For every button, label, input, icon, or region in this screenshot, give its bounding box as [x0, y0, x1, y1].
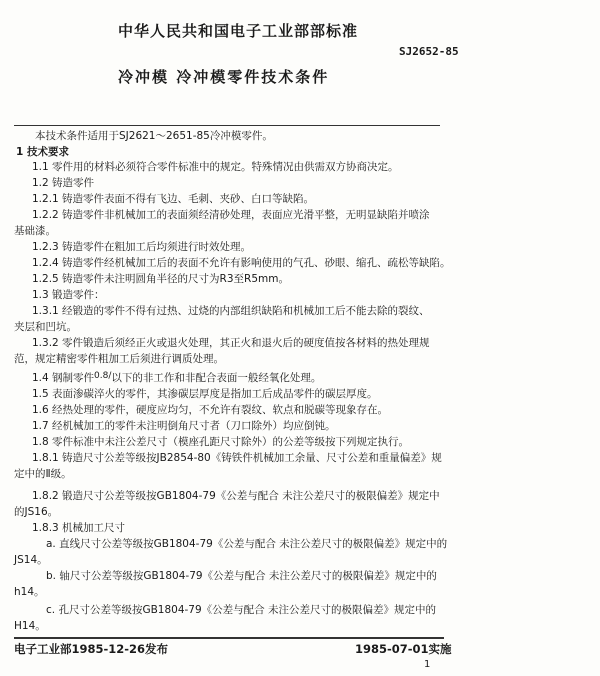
standard-code: SJ2652-85: [399, 45, 459, 58]
org-title: 中华人民共和国电子工业部部标准: [118, 22, 359, 40]
clause-1-3-1: 1.3.1 经锻造的零件不得有过热、过烧的内部组织缺陷和机械加工后不能去除的裂纹、: [32, 305, 430, 317]
clause-1-4-prefix: 1.4 钢制零件: [32, 372, 95, 384]
clause-1-2: 1.2 铸造零件: [32, 177, 95, 189]
clause-1-2-4: 1.2.4 铸造零件经机械加工后的表面不允许有影响使用的气孔、砂眼、缩孔、疏松等缺陷。: [32, 257, 451, 269]
clause-1-3: 1.3 锻造零件：: [32, 289, 105, 301]
intro-text: 本技术条件适用于SJ2621～2651-85冷冲模零件。: [35, 130, 273, 142]
item-c-cont: H14。: [14, 620, 46, 632]
effective-date: 1985-07-01实施: [355, 642, 452, 656]
item-a: a. 直线尺寸公差等级按GB1804-79《公差与配合 未注公差尺寸的极限偏差》规定中的: [46, 538, 448, 550]
clause-1-2-5: 1.2.5 铸造零件未注明圆角半径的尺寸为R3至R5mm。: [32, 273, 289, 285]
page-number: 1: [424, 659, 431, 670]
issue-date: 电子工业部1985-12-26发布: [14, 642, 169, 656]
clause-1-2-2: 1.2.2 铸造零件非机械加工的表面须经清砂处理，表面应光滑平整，无明显缺陷并喷涂: [32, 209, 430, 221]
clause-1-8-1-cont: 定中的Ⅱ级。: [14, 468, 72, 480]
clause-1-4-suffix: 以下的非工作和非配合表面一般经氧化处理。: [111, 372, 322, 384]
clause-1-8-2-cont: 的JS16。: [14, 506, 59, 518]
clause-1-4: [32, 370, 321, 385]
item-b-cont: h14。: [14, 586, 45, 598]
clause-1-5: 1.5 表面渗碳淬火的零件，其渗碳层厚度是指加工后成品零件的碳层厚度。: [32, 388, 378, 400]
clause-1-8: 1.8 零件标准中未注公差尺寸（模座孔距尺寸除外）的公差等级按下列规定执行。: [32, 436, 410, 448]
clause-1-7: 1.7 经机械加工的零件未注明倒角尺寸者（刀口除外）均应倒钝。: [32, 420, 336, 432]
clause-1-8-1: 1.8.1 铸造尺寸公差等级按JB2854-80《铸铁件机械加工余量、尺寸公差和重量偏差》规: [32, 452, 442, 464]
title-rule: [14, 125, 440, 126]
clause-1-8-3: 1.8.3 机械加工尺寸: [32, 522, 126, 534]
clause-1-2-2-cont: 基础漆。: [14, 225, 56, 237]
item-a-cont: JS14。: [14, 554, 48, 566]
clause-1-3-2-cont: 范，规定精密零件粗加工后须进行调质处理。: [14, 353, 224, 365]
clause-1-2-1: 1.2.1 铸造零件表面不得有飞边、毛刺、夹砂、白口等缺陷。: [32, 193, 315, 205]
document-title: 冷冲模 冷冲模零件技术条件: [118, 68, 330, 86]
clause-1-8-2: 1.8.2 锻造尺寸公差等级按GB1804-79《公差与配合 未注公差尺寸的极限偏差》规定中: [32, 490, 440, 502]
clause-1-3-2: 1.3.2 零件锻造后须经正火或退火处理，其正火和退火后的硬度值按各材料的热处理规: [32, 337, 430, 349]
clause-1-6: 1.6 经热处理的零件，硬度应均匀，不允许有裂纹、软点和脱碳等现象存在。: [32, 404, 389, 416]
clause-1-3-1-cont: 夹层和凹坑。: [14, 321, 77, 333]
item-b: b. 轴尺寸公差等级按GB1804-79《公差与配合 未注公差尺寸的极限偏差》规定中的: [46, 570, 437, 582]
section-1-heading: 1 技术要求: [16, 146, 69, 158]
clause-1-1: 1.1 零件用的材料必须符合零件标准中的规定。特殊情况由供需双方协商决定。: [32, 161, 399, 173]
footer-rule: [14, 637, 444, 639]
roughness-symbol: 0.8/: [94, 371, 112, 381]
item-c: c. 孔尺寸公差等级按GB1804-79《公差与配合 未注公差尺寸的极限偏差》规定中的: [46, 604, 436, 616]
clause-1-2-3: 1.2.3 铸造零件在粗加工后均须进行时效处理。: [32, 241, 252, 253]
